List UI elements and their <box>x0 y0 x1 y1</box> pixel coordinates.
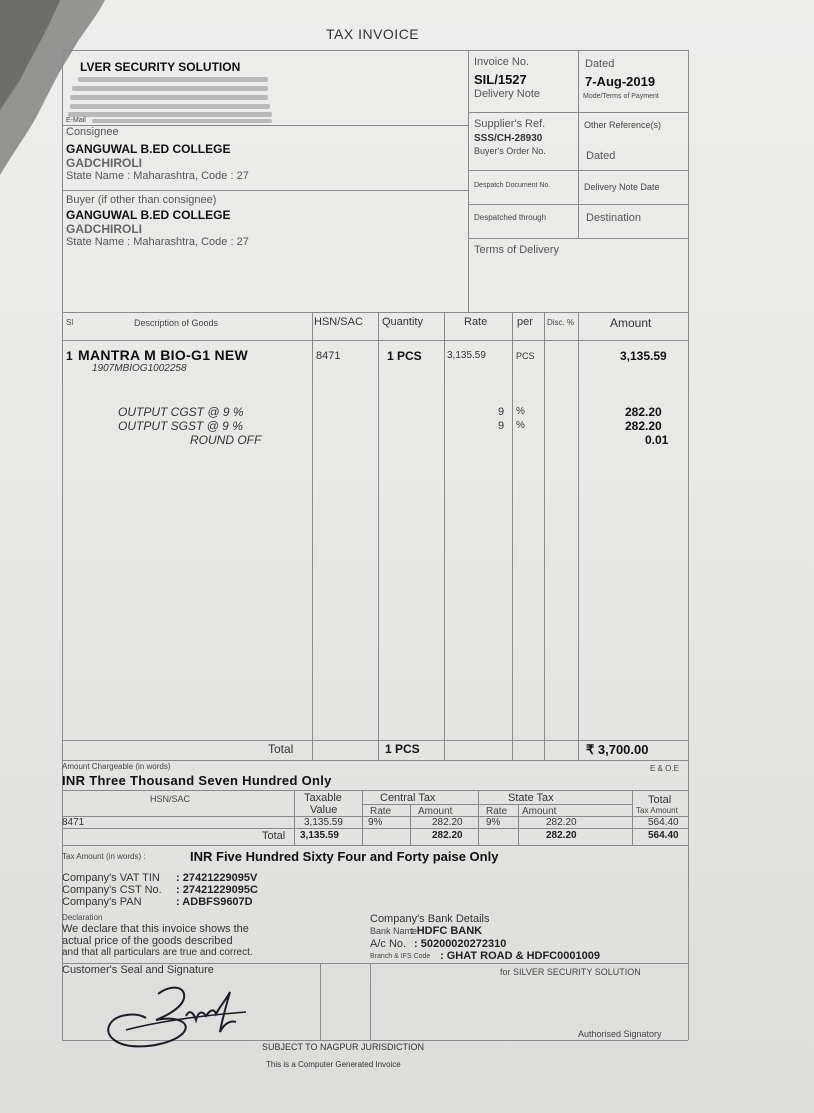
invoice-date: 7-Aug-2019 <box>585 74 656 89</box>
item-description: MANTRA M BIO-G1 NEW <box>78 347 249 363</box>
dated-label: Dated <box>585 58 615 70</box>
buyer-label: Buyer (if other than consignee) <box>66 194 217 206</box>
consignee-city: GADCHIROLI <box>66 156 142 170</box>
item-amount: 3,135.59 <box>620 349 667 363</box>
divider-consignee <box>62 125 468 126</box>
tax-rate-cgst: 9 <box>498 406 505 418</box>
total-label: Total <box>268 742 294 756</box>
col-line <box>578 312 579 760</box>
buyer-dated-label: Dated <box>586 150 616 162</box>
summary-taxable-label-2: Value <box>310 804 338 816</box>
table-total-top <box>62 740 688 741</box>
declaration-line-1: We declare that this invoice shows the <box>62 923 249 935</box>
col-header-per: per <box>517 316 533 328</box>
meta-row-line <box>468 204 688 205</box>
delivery-note-label: Delivery Note <box>474 88 541 100</box>
pan-label: Company's PAN <box>62 896 142 908</box>
tax-unit-sgst: % <box>516 420 525 431</box>
summary-total-c-amt: 282.20 <box>432 830 463 841</box>
summary-c-rate-label: Rate <box>370 806 392 817</box>
declaration-label: Declaration <box>62 913 103 922</box>
cst-value: : 27421229095C <box>176 884 258 896</box>
seller-address-line <box>70 95 268 100</box>
summary-taxable-label: Taxable <box>304 792 342 804</box>
authorised-signatory: Authorised Signatory <box>578 1029 662 1039</box>
table-top <box>62 312 688 313</box>
computer-generated-note: This is a Computer Generated Invoice <box>266 1060 401 1069</box>
total-qty: 1 PCS <box>385 742 420 756</box>
auth-box-left <box>370 963 371 1040</box>
seller-address-line <box>68 112 272 117</box>
item-sl: 1 <box>66 349 73 363</box>
invoice-no-label: Invoice No. <box>474 56 530 68</box>
col-header-desc: Description of Goods <box>134 318 219 328</box>
col-header-amount: Amount <box>610 316 652 330</box>
seal-box-divider <box>320 963 321 1040</box>
item-hsn: 8471 <box>316 350 341 362</box>
item-serial: 1907MBIOG1002258 <box>92 363 187 374</box>
jurisdiction: SUBJECT TO NAGPUR JURISDICTION <box>262 1042 425 1052</box>
meta-left-border <box>468 50 469 312</box>
round-off-amount: 0.01 <box>645 433 669 447</box>
col-line <box>512 312 513 760</box>
frame-top <box>62 50 688 51</box>
summary-col <box>294 790 295 845</box>
amount-words: INR Three Thousand Seven Hundred Only <box>62 773 332 788</box>
tax-label-sgst: OUTPUT SGST @ 9 % <box>118 419 243 433</box>
buyer-name: GANGUWAL B.ED COLLEGE <box>66 208 231 222</box>
summary-s-rate-label: Rate <box>486 806 508 817</box>
summary-row-bottom <box>62 828 688 829</box>
summary-row-s-rate: 9% <box>486 817 501 828</box>
seller-email <box>92 119 272 123</box>
col-line <box>544 312 545 760</box>
consignee-state: State Name : Maharashtra, Code : 27 <box>66 170 249 182</box>
bank-name: : HDFC BANK <box>410 925 483 937</box>
amount-words-label: Amount Chargeable (in words) <box>62 762 171 771</box>
summary-top <box>62 790 688 791</box>
summary-row-s-amt: 282.20 <box>546 817 577 828</box>
meta-mid-border <box>578 50 579 238</box>
table-header-bottom <box>62 340 688 341</box>
tax-rate-sgst: 9 <box>498 420 505 432</box>
seller-name: LVER SECURITY SOLUTION <box>80 60 241 74</box>
item-rate: 3,135.59 <box>447 350 486 361</box>
buyer-state: State Name : Maharashtra, Code : 27 <box>66 236 249 248</box>
supplier-ref-label: Supplier's Ref. <box>474 118 546 130</box>
declaration-line-2: actual price of the goods described <box>62 935 233 947</box>
bank-title: Company's Bank Details <box>370 913 490 925</box>
summary-bottom <box>62 845 688 846</box>
customer-seal-label: Customer's Seal and Signature <box>62 964 214 976</box>
invoice-title: TAX INVOICE <box>326 26 420 42</box>
meta-row-line <box>468 238 688 239</box>
bank-ac-label: A/c No. <box>370 938 407 950</box>
summary-col <box>410 804 411 845</box>
col-line <box>378 312 379 760</box>
supplier-ref: SSS/CH-28930 <box>474 133 543 144</box>
summary-subheader-line <box>362 804 632 805</box>
seller-address-line <box>72 86 268 91</box>
col-line <box>312 312 313 760</box>
col-header-sl: Sl <box>66 318 74 327</box>
bank-ac: : 50200020272310 <box>414 938 507 950</box>
declaration-line-3: and that all particulars are true and correct. <box>62 947 253 958</box>
other-ref-label: Other Reference(s) <box>584 120 662 130</box>
bank-branch-label: Branch & IFS Code <box>370 953 431 960</box>
summary-row-c-rate: 9% <box>368 817 383 828</box>
col-header-disc: Disc. % <box>547 318 575 327</box>
summary-row-total: 564.40 <box>648 817 679 828</box>
summary-col <box>362 790 363 845</box>
summary-total-label: Total <box>648 794 672 806</box>
invoice-no: SIL/1527 <box>474 72 527 87</box>
terms-delivery-label: Terms of Delivery <box>474 244 559 256</box>
summary-row-hsn: 8471 <box>62 817 85 828</box>
vat-tin-value: : 27421229095V <box>176 872 258 884</box>
summary-total-label-2: Tax Amount <box>636 806 678 815</box>
summary-c-amount-label: Amount <box>418 806 453 817</box>
tax-words: INR Five Hundred Sixty Four and Forty paise Only <box>190 849 499 864</box>
for-company-label: for SILVER SECURITY SOLUTION <box>500 967 641 977</box>
mode-terms-label: Mode/Terms of Payment <box>583 93 659 100</box>
summary-central-label: Central Tax <box>380 792 436 804</box>
despatched-through-label: Despatched through <box>474 213 547 222</box>
seller-address-line <box>78 77 268 82</box>
summary-s-amount-label: Amount <box>522 806 557 817</box>
delivery-note-date-label: Delivery Note Date <box>584 182 660 192</box>
col-header-hsn: HSN/SAC <box>314 316 363 328</box>
summary-col <box>632 790 633 845</box>
summary-hsn-label: HSN/SAC <box>150 794 191 804</box>
table-total-bottom <box>62 760 688 761</box>
summary-row-taxable: 3,135.59 <box>304 817 343 828</box>
bank-name-label: Bank Name <box>370 926 418 936</box>
col-line <box>444 312 445 760</box>
summary-total-row-label: Total <box>262 830 286 842</box>
round-off-label: ROUND OFF <box>190 433 262 447</box>
buyer-city: GADCHIROLI <box>66 222 142 236</box>
consignee-name: GANGUWAL B.ED COLLEGE <box>66 142 231 156</box>
summary-col <box>518 804 519 845</box>
summary-row-c-amt: 282.20 <box>432 817 463 828</box>
customer-signature <box>96 972 266 1057</box>
tax-words-label: Tax Amount (in words) : <box>62 852 146 861</box>
item-per: PCS <box>516 351 535 361</box>
summary-state-label: State Tax <box>508 792 554 804</box>
meta-row-line <box>468 170 688 171</box>
despatch-doc-label: Despatch Document No. <box>474 182 551 189</box>
cst-label: Company's CST No. <box>62 884 162 896</box>
item-qty: 1 PCS <box>387 349 422 363</box>
col-header-rate: Rate <box>464 316 488 328</box>
total-amount: ₹ 3,700.00 <box>586 742 649 757</box>
pan-value: : ADBFS9607D <box>176 896 253 908</box>
summary-total-s-amt: 282.20 <box>546 830 577 841</box>
buyer-order-label: Buyer's Order No. <box>474 146 546 156</box>
tax-amount-sgst: 282.20 <box>625 419 662 433</box>
eoe-label: E & O.E <box>650 764 679 773</box>
frame-right <box>688 50 689 1040</box>
col-header-qty: Quantity <box>382 316 423 328</box>
meta-row-line <box>468 112 688 113</box>
summary-total-total: 564.40 <box>648 830 679 841</box>
vat-tin-label: Company's VAT TIN <box>62 872 160 884</box>
consignee-label: Consignee <box>66 126 119 138</box>
tax-unit-cgst: % <box>516 406 525 417</box>
seller-address-line <box>70 104 270 109</box>
summary-col <box>478 790 479 845</box>
seller-email-label: E-Mail <box>66 117 86 124</box>
bank-branch: : GHAT ROAD & HDFC0001009 <box>440 950 600 962</box>
tax-label-cgst: OUTPUT CGST @ 9 % <box>118 405 244 419</box>
destination-label: Destination <box>586 212 642 224</box>
tax-amount-cgst: 282.20 <box>625 405 662 419</box>
divider-buyer <box>62 190 468 191</box>
summary-total-taxable: 3,135.59 <box>300 830 339 841</box>
